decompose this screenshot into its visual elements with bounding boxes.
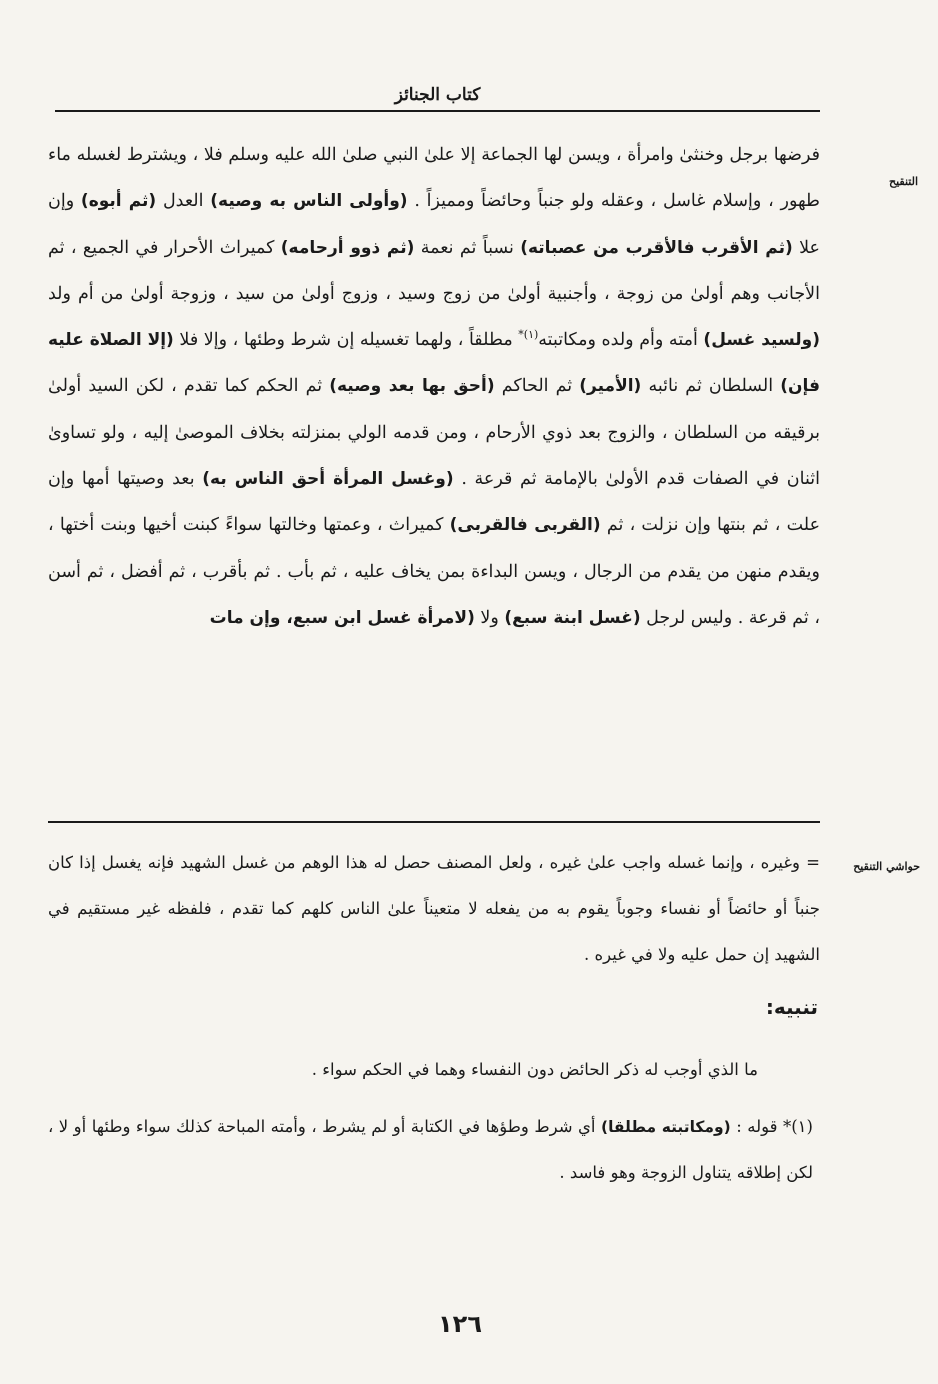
- main-text: [48, 132, 820, 792]
- bold-segment: (إلا الصلاة عليه فإن): [48, 330, 820, 397]
- footnote-quote: (ومكاتبته مطلقا): [600, 1118, 731, 1136]
- text-segment: ولا: [474, 607, 505, 628]
- notice-heading: تنبيه:: [765, 995, 818, 1019]
- text-segment: ثم الحكم كما تقدم ، لكن السيد أولىٰ برقيقه من السلطان ، والزوج بعد ذوي الأرحام ، ومن قدمه الولي بمنزلته بخلاف الموصىٰ إليه ، ولو تساوىٰ اثنان في الصفات قدم الأولىٰ بالإمامة ثم قرعة .: [48, 376, 820, 490]
- text-segment: السلطان ثم نائبه: [641, 376, 781, 397]
- text-segment: وإن علا: [48, 191, 820, 258]
- text-segment: كميراث الأحرار في الجميع ، ثم الأجانب وهم أولىٰ من زوجة ، وأجنبية أولىٰ من زوج وسيد ، وزوج أولىٰ من سيد ، وزوجة أولىٰ من أم ولد: [48, 237, 820, 304]
- text-segment: نسباً ثم نعمة: [414, 237, 521, 258]
- text-segment: العدل: [156, 191, 211, 212]
- margin-label-hawashi: حواشي التنقيح: [853, 860, 920, 873]
- footnote-marker: (١)*: [518, 328, 539, 342]
- text-segment: أمته وأم ولده ومكاتبته: [538, 330, 704, 351]
- text-segment: مطلقاً ، ولهما تغسيله إن شرط وطئها ، وإلا فلا: [173, 330, 519, 351]
- footnote: [48, 1104, 813, 1196]
- bold-segment: (غسل ابنة سبع): [504, 607, 641, 628]
- text-segment: بعد وصيتها أمها وإن علت ، ثم بنتها وإن نزلت ، ثم: [48, 469, 821, 536]
- margin-label-tanqih: التنقيح: [888, 175, 918, 188]
- running-header: كتاب الجنائز: [394, 85, 481, 105]
- bold-segment: (ثم ذوو أرحامه): [280, 237, 415, 258]
- header-rule: [55, 110, 820, 112]
- text-segment: كميراث ، وعمتها وخالتها سواءً كبنت أخيها وبنت أختها ، ويقدم منهن من يقدم من الرجال ، ويسن البداءة بمن يخاف عليه ، ثم بأب . ثم بأقرب ، ثم أفضل ، ثم أسن ، ثم قرعة . وليس لرجل: [48, 515, 820, 628]
- bold-segment: (القربى فالقربى): [449, 515, 601, 536]
- bold-segment: (وأولى الناس به وصيه): [210, 191, 408, 212]
- notice-text: ما الذي أوجب له ذكر الحائض دون النفساء وهما في الحكم سواء .: [311, 1060, 758, 1079]
- footnote-prefix: (١)* قوله :: [730, 1117, 813, 1136]
- text-segment: ثم الحاكم: [494, 376, 580, 397]
- footnote-body: أي شرط وطؤها في الكتابة أو لم يشرط ، وأمته المباحة كذلك سواء وطئها أو لا ، لكن إطلاقه يتناول الزوجة وهو فاسد .: [48, 1117, 813, 1182]
- bold-segment: (ولسيد غسل): [703, 330, 820, 351]
- notes-text: = وغيره ، وإنما غسله واجب علىٰ غيره ، ولعل المصنف حصل له هذا الوهم من غسل الشهيد فإنه يغسل إذا كان جنباً أو حائضاً أو نفساء وجوباً يقوم به من يفعله لا متعيناً علىٰ الناس كلهم كما تقدم ، فلفظه غير مستقيم في الشهيد إن حمل عليه ولا في غيره .: [48, 853, 820, 964]
- bold-segment: (وغسل المرأة أحق الناس به): [202, 469, 454, 490]
- text-segment: فرضها برجل وخنثىٰ وامرأة ، ويسن لها الجماعة إلا علىٰ النبي صلىٰ الله عليه وسلم فلا ، ويشترط لغسله ماء طهور ، وإسلام غاسل ، وعقله ولو جنباً وحائضاً ومميزاً .: [48, 145, 820, 212]
- bold-segment: (ثم أبوه): [80, 191, 157, 212]
- bold-segment: (أحق بها بعد وصيه): [329, 376, 495, 397]
- page-number: ١٢٦: [438, 1310, 482, 1338]
- bold-segment: (ثم الأقرب فالأقرب من عصباته): [520, 237, 793, 258]
- bold-segment: (لامرأة غسل ابن سبع، وإن مات: [209, 607, 475, 628]
- bold-segment: (الأمير): [579, 376, 642, 397]
- section-divider: [48, 821, 820, 823]
